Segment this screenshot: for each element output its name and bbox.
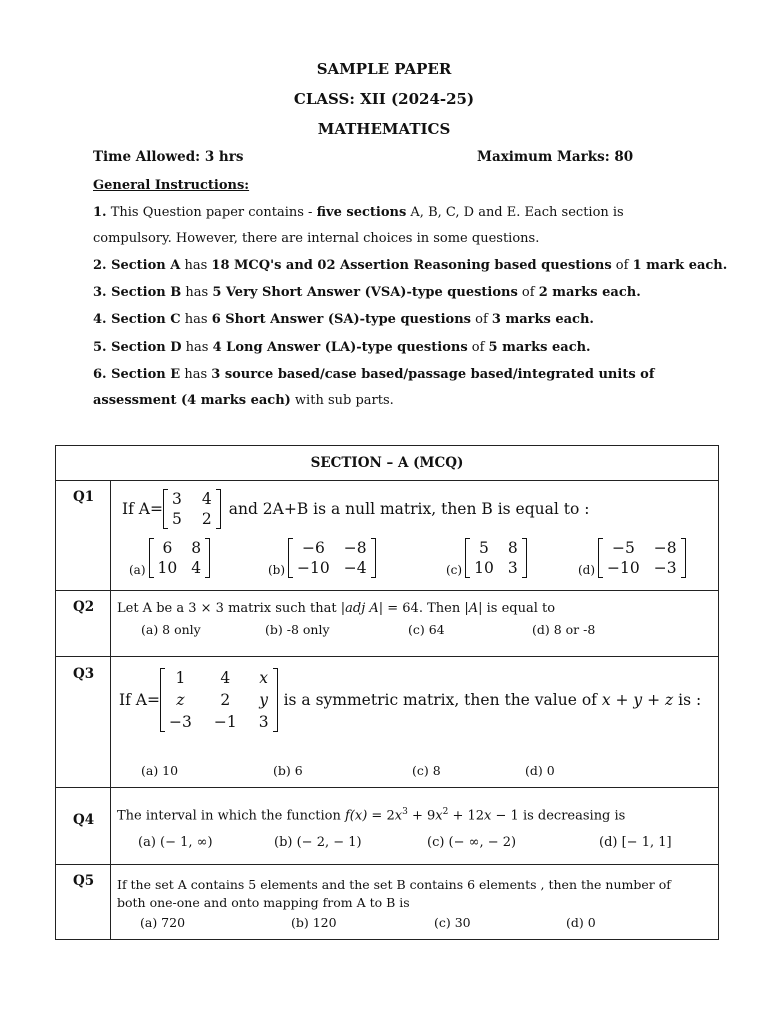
row-divider — [56, 864, 718, 865]
q3-option-c[interactable]: (c) 8 — [412, 763, 441, 778]
maximum-marks: Maximum Marks: 80 — [477, 149, 634, 165]
paper-title: SAMPLE PAPER — [316, 60, 452, 78]
question-number: Q2 — [73, 599, 95, 615]
q1-stem: If A= 3 4 5 2 and 2A+B is a null matrix, then B is equal to : — [122, 490, 590, 528]
q3-matrix: 1 4 x z 2 y −3 −1 3 — [160, 668, 278, 732]
row-divider — [56, 480, 718, 481]
instruction-4: 4. Section C has 6 Short Answer (SA)-type questions of 3 marks each. — [93, 312, 594, 327]
section-a-table — [55, 445, 719, 940]
instructions-heading: General Instructions: — [93, 178, 250, 193]
q4-option-c[interactable]: (c) (− ∞, − 2) — [427, 835, 517, 850]
question-number: Q5 — [73, 873, 95, 889]
section-title: SECTION – A (MCQ) — [310, 455, 464, 471]
instruction-1-line2: compulsory. However, there are internal choices in some questions. — [93, 231, 540, 246]
question-number: Q3 — [73, 666, 95, 682]
q2-stem: Let A be a 3 × 3 matrix such that |adj A| = 64. Then |A| is equal to — [117, 601, 556, 616]
q5-option-b[interactable]: (b) 120 — [291, 915, 337, 930]
q3-option-b[interactable]: (b) 6 — [273, 763, 303, 778]
q5-option-d[interactable]: (d) 0 — [566, 915, 596, 930]
q2-option-b[interactable]: (b) -8 only — [265, 622, 330, 637]
instruction-1: 1. This Question paper contains - five sections A, B, C, D and E. Each section is — [93, 205, 624, 220]
instruction-5: 5. Section D has 4 Long Answer (LA)-type questions of 5 marks each. — [93, 340, 591, 355]
q1-option-b[interactable]: (b) −6 −8 −10 −4 — [268, 538, 376, 578]
q5-option-a[interactable]: (a) 720 — [140, 915, 186, 930]
q1-matrix: 3 4 5 2 — [163, 489, 221, 529]
q4-option-a[interactable]: (a) (− 1, ∞) — [138, 835, 213, 850]
instruction-3: 3. Section B has 5 Very Short Answer (VSA)-type questions of 2 marks each. — [93, 285, 641, 300]
instruction-2: 2. Section A has 18 MCQ's and 02 Assertion Reasoning based questions of 1 mark each. — [93, 258, 728, 273]
subject-title: MATHEMATICS — [317, 120, 451, 138]
class-line: CLASS: XII (2024-25) — [293, 90, 475, 108]
q3-option-a[interactable]: (a) 10 — [141, 763, 179, 778]
q2-option-a[interactable]: (a) 8 only — [141, 622, 201, 637]
instruction-6: 6. Section E has 3 source based/case based/passage based/integrated units of — [93, 367, 655, 382]
q5-stem-line1: If the set A contains 5 elements and the set B contains 6 elements , then the number of — [117, 877, 671, 892]
row-divider — [56, 656, 718, 657]
instruction-6-line2: assessment (4 marks each) with sub parts. — [93, 393, 394, 408]
question-number: Q1 — [73, 489, 95, 505]
q5-option-c[interactable]: (c) 30 — [434, 915, 471, 930]
time-allowed: Time Allowed: 3 hrs — [93, 149, 244, 165]
q1-option-c[interactable]: (c) 5 8 10 3 — [446, 538, 527, 578]
q2-option-c[interactable]: (c) 64 — [408, 622, 445, 637]
q4-option-d[interactable]: (d) [− 1, 1] — [599, 835, 672, 850]
q4-option-b[interactable]: (b) (− 2, − 1) — [274, 835, 362, 850]
q2-option-d[interactable]: (d) 8 or -8 — [532, 622, 596, 637]
question-number: Q4 — [73, 812, 95, 828]
q5-stem-line2: both one-one and onto mapping from A to B is — [117, 895, 410, 910]
q3-stem: If A= 1 4 x z 2 y −3 −1 3 is a symmetric matrix, then the value of x + y + z is : — [119, 669, 702, 731]
q3-option-d[interactable]: (d) 0 — [525, 763, 555, 778]
row-divider — [56, 787, 718, 788]
q1-option-d[interactable]: (d) −5 −8 −10 −3 — [578, 538, 686, 578]
q1-option-a[interactable]: (a) 6 8 10 4 — [129, 538, 210, 578]
column-divider — [110, 480, 111, 940]
row-divider — [56, 590, 718, 591]
q4-stem: The interval in which the function $f(x) = 2x^3 + 9x^2 + 12x - 1$ is decreasing is — [117, 807, 626, 824]
